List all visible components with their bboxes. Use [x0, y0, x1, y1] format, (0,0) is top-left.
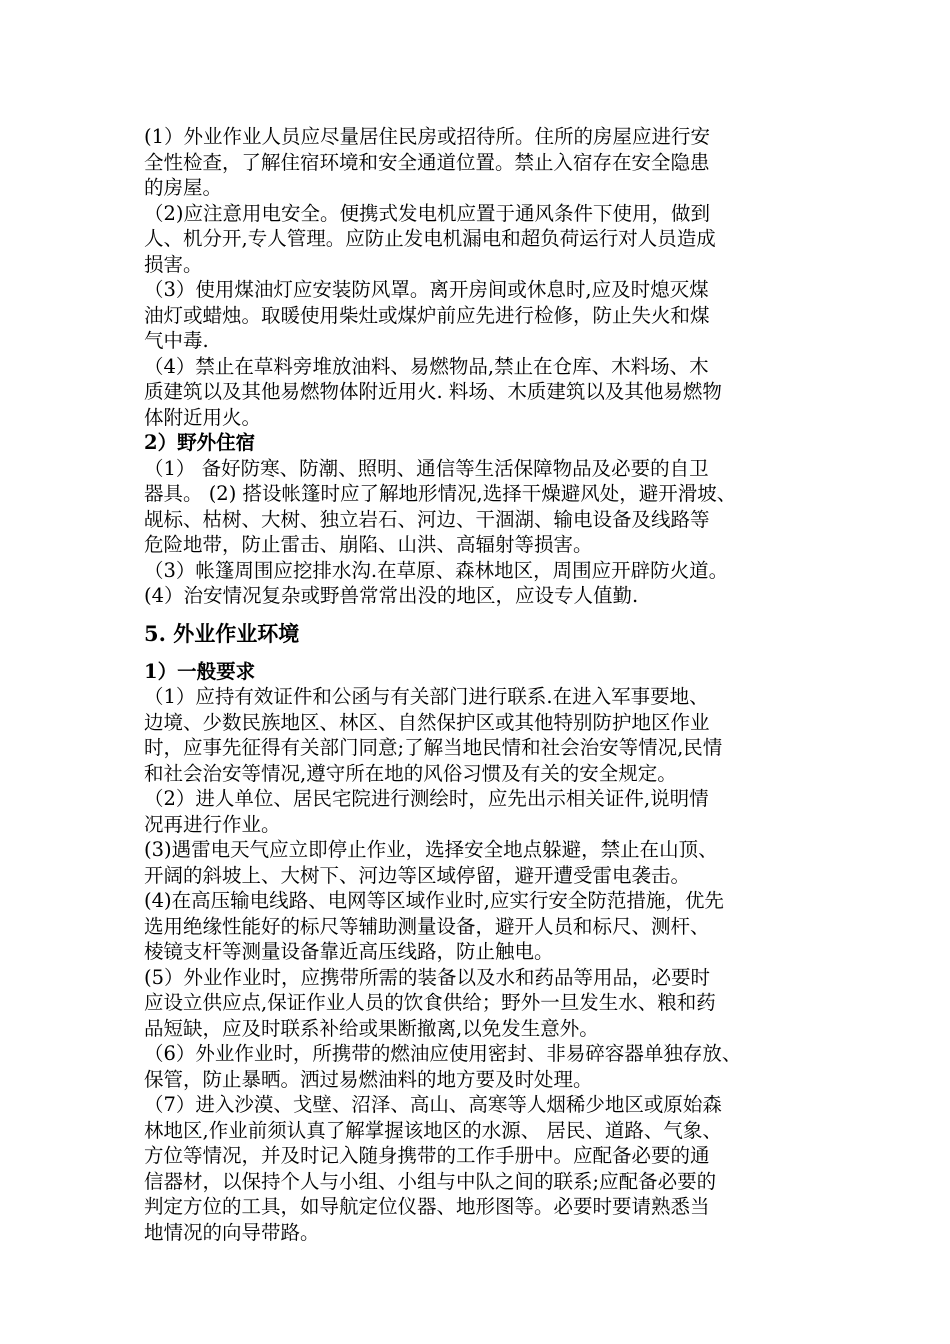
paragraph-line: 边境、少数民族地区、林区、自然保护区或其他特别防护地区作业 — [144, 710, 710, 734]
paragraph-line: （3）使用煤油灯应安装防风罩。离开房间或休息时,应及时熄灭煤 — [144, 278, 709, 301]
paragraph-line: （6）外业作业时，所携带的燃油应使用密封、非易碎容器单独存放、 — [144, 1042, 742, 1065]
paragraph-line: （7）进入沙漠、戈壁、沼泽、高山、高寒等人烟稀少地区或原始森 — [144, 1093, 722, 1116]
section-heading: 1）一般要求 — [144, 659, 256, 683]
paragraph-line: 信器材，以保持个人与小组、小组与中队之间的联系;应配备必要的 — [144, 1169, 717, 1193]
paragraph-line: (1）外业作业人员应尽量居住民房或招待所。住所的房屋应进行安 — [144, 125, 711, 148]
paragraph-line: (5）外业作业时，应携带所需的装备以及水和药品等用品，必要时 — [144, 965, 711, 989]
paragraph-line: 地情况的向导带路。 — [144, 1220, 320, 1244]
paragraph-line: 损害。 — [144, 252, 203, 276]
paragraph-line: (3)遇雷电天气应立即停止作业，选择安全地点躲避，禁止在山顶、 — [144, 838, 718, 861]
paragraph-line: 全性检查，了解住宿环境和安全通道位置。禁止入宿存在安全隐患 — [144, 150, 710, 174]
paragraph-line: 开阔的斜坡上、大树下、河边等区域停留，避开遭受雷电袭击。 — [144, 863, 691, 887]
paragraph-line: 油灯或蜡烛。取暖使用柴灶或煤炉前应先进行检修，防止失火和煤 — [144, 303, 710, 327]
paragraph-line: （1） 备好防寒、防潮、照明、通信等生活保障物品及必要的自卫 — [144, 456, 709, 480]
paragraph-line: 体附近用火。 — [144, 405, 262, 429]
paragraph-line: 应设立供应点,保证作业人员的饮食供给；野外一旦发生水、粮和药 — [144, 991, 716, 1014]
paragraph-line: 时，应事先征得有关部门同意;了解当地民情和社会治安等情况,民情 — [144, 736, 723, 759]
chapter-heading: 5. 外业作业环境 — [144, 620, 300, 646]
paragraph-line: （2）进人单位、居民宅院进行测绘时，应先出示相关证件,说明情 — [144, 787, 709, 810]
paragraph-line: 和社会治安等情况,遵守所在地的风俗习惯及有关的安全规定。 — [144, 761, 677, 785]
paragraph-line: 器具。 (2) 搭设帐篷时应了解地形情况,选择干燥避风处，避开滑坡、 — [144, 482, 737, 505]
paragraph-line: 气中毒. — [144, 329, 209, 352]
paragraph-line: 保管，防止暴晒。洒过易燃油料的地方要及时处理。 — [144, 1067, 593, 1091]
paragraph-line: 棱镜支杆等测量设备靠近高压线路，防止触电。 — [144, 940, 554, 963]
paragraph-line: 人、机分开,专人管理。应防止发电机漏电和超负荷运行对人员造成 — [144, 227, 716, 250]
paragraph-line: 况再进行作业。 — [144, 812, 281, 836]
paragraph-line: 觇标、枯树、大树、独立岩石、河边、干涸湖、输电设备及线路等 — [144, 507, 710, 531]
paragraph-line: 的房屋。 — [144, 176, 223, 199]
section-heading: 2）野外住宿 — [144, 431, 256, 454]
accommodation-section — [144, 124, 834, 430]
paragraph-line: 方位等情况，并及时记入随身携带的工作手册中。应配备必要的通 — [144, 1144, 710, 1167]
document-page — [144, 124, 834, 1245]
paragraph-line: 林地区,作业前须认真了解掌握该地区的水源、 居民、道路、气象、 — [144, 1118, 722, 1142]
paragraph-line: 危险地带，防止雷击、崩陷、山洪、高辐射等损害。 — [144, 533, 593, 556]
paragraph-line: （1）应持有效证件和公函与有关部门进行联系.在进入军事要地、 — [144, 685, 709, 708]
paragraph-line: （2)应注意用电安全。便携式发电机应置于通风条件下使用，做到 — [144, 201, 711, 225]
paragraph-line: （4）禁止在草料旁堆放油料、易燃物品,禁止在仓库、木料场、木 — [144, 354, 709, 378]
paragraph-line: 质建筑以及其他易燃物体附近用火. 料场、木质建筑以及其他易燃物 — [144, 380, 722, 403]
paragraph-line: 品短缺，应及时联系补给或果断撤离,以免发生意外。 — [144, 1016, 599, 1040]
paragraph-line: (4）治安情况复杂或野兽常常出没的地区，应设专人值勤. — [144, 584, 639, 607]
paragraph-line: （3）帐篷周围应挖排水沟.在草原、森林地区，周围应开辟防火道。 — [144, 558, 729, 582]
paragraph-line: (4)在高压输电线路、电网等区域作业时,应实行安全防范措施，优先 — [144, 889, 724, 912]
paragraph-line: 选用绝缘性能好的标尺等辅助测量设备，避开人员和标尺、测杆、 — [144, 914, 710, 938]
field-accommodation-section — [144, 430, 834, 609]
paragraph-line: 判定方位的工具，如导航定位仪器、地形图等。必要时要请熟悉当 — [144, 1195, 710, 1218]
work-environment-section — [144, 619, 834, 1246]
